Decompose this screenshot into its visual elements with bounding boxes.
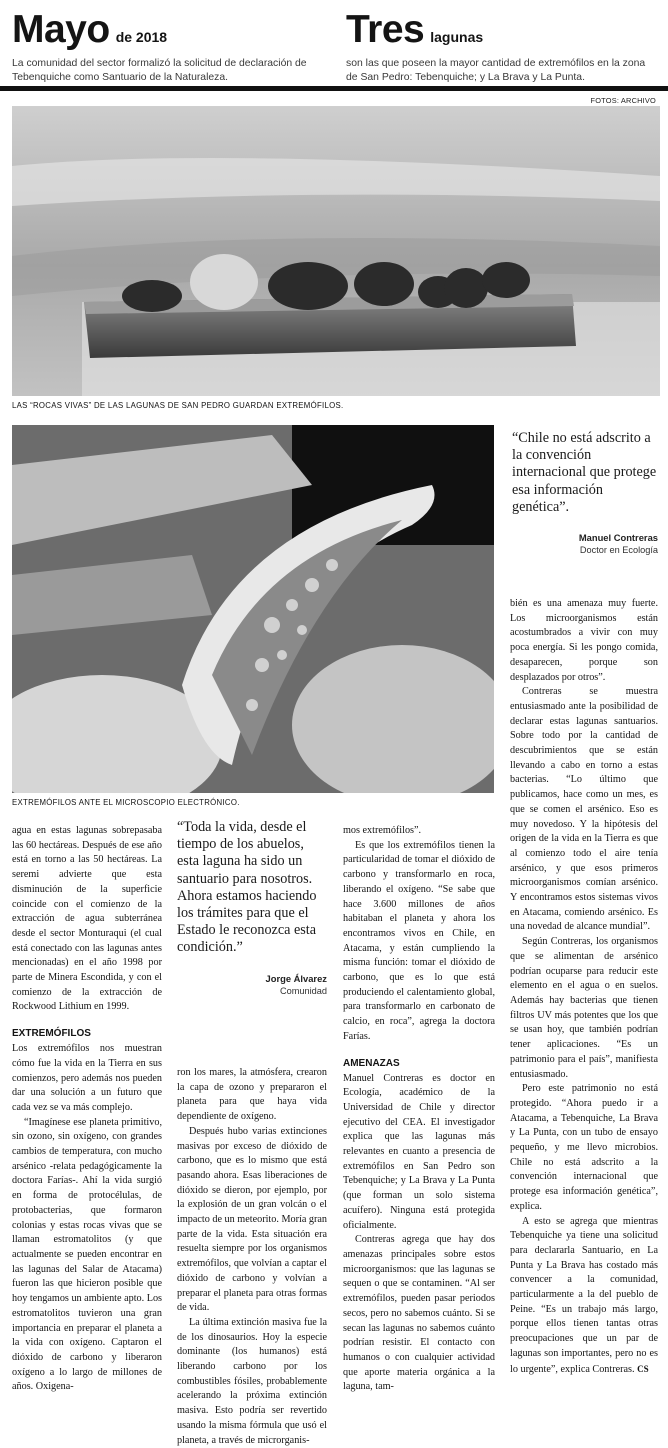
paragraph: bién es una amenaza muy fuerte. Los microorganismos están acostumbrados a vivir con muy poca energía. Si les pongo comida, desaparecen, porque son desplazados por otros”. (510, 598, 658, 683)
paragraph: ron los mares, la atmósfera, crearon la capa de ozono y prepararon el planeta para que haya vida dependiente de oxígeno. (177, 1067, 327, 1123)
quote-author: Jorge Álvarez (265, 972, 327, 984)
paragraph: mos extremófilos”. (343, 825, 422, 836)
article-column-1 (12, 824, 162, 1395)
quote-role: Comunidad (280, 985, 327, 996)
photo-microscope (12, 425, 494, 793)
photo-caption: EXTREMÓFILOS ANTE EL MICROSCOPIO ELECTRÓNICO. (12, 798, 240, 807)
paragraph: Es que los extremófilos tienen la particularidad de tomar el dióxido de carbono y transformarlo en roca, liberando el oxígeno. “Se sabe que hace 3.600 millones de años habitaban el planeta y ahora los encontramos vivos en Chile, en Atacama, y están cumpliendo la misma función: tomar el dióxido de carbono, que es lo que está produciendo el calentamiento global, para transformarlo en carbonato de calcio, en roca”, agrega la doctora Farías. (343, 839, 495, 1042)
paragraph: La última extinción masiva fue la de los dinosaurios. Hoy la especie dominante (los humanos) está liberando carbono por los combustibles fósiles, probablemente acelerando la próxima extinción masiva. Esto podría ser revertido usando la misma fórmula que usó el planeta, a través de microrganis- (177, 1316, 327, 1446)
paragraph: Pero este patrimonio no está protegido. “Ahora puedo ir a Atacama, a Tebenquiche, La Brava y La Punta, con un tubo de ensayo pequeño, y me llevo microbios. Chile no está adscrito a la convención internacional que protege esa información genética”, explica. (510, 1083, 658, 1212)
quote-role: Doctor en Ecología (579, 545, 658, 556)
paragraph: “Imagínese ese planeta primitivo, sin ozono, sin oxígeno, con grandes cambios de temperatura, con mucho arsénico -relata pedagógicamente la doctora Farías-. Ahí la vida surgió en forma de protocélulas, de protobacterias, que formaron colonias y estas rocas vivas que se llaman estromatolitos (y que actualmente se pueden encontrar en las lagunas del Salar de Atacama) fueron las que hicieron posible que hoy tengamos un ambiente apto. Los estromatolitos tuvieron una gran importancia en preparar el planeta a la vida con oxígeno. Captaron el dióxido de carbono y liberaron oxígeno a lo largo de millones de años. Oxigena- (12, 1116, 162, 1393)
quote-text: “Chile no está adscrito a la convención internacional que protege esa información genética”. (512, 430, 657, 515)
pull-quote (512, 430, 658, 555)
header-rule (0, 86, 668, 91)
paragraph: Los extremófilos nos muestran cómo fue la vida en la Tierra en sus comienzos, pero además nos pueden dar una solución a un futuro que cada vez se va más complejo. (12, 1043, 162, 1113)
end-mark: CS (637, 1363, 649, 1374)
fact-value: Mayo de 2018 (12, 8, 168, 51)
photo-credit: FOTOS: ARCHIVO (590, 96, 656, 105)
section-heading: EXTREMÓFILOS (12, 1028, 91, 1040)
fact-block-date (12, 10, 332, 85)
fact-unit: lagunas (430, 29, 484, 45)
fact-block-lagoons (346, 10, 656, 85)
fact-text: son las que poseen la mayor cantidad de extremófilos en la zona de San Pedro: Tebenquiche; y La Brava y La Punta. (346, 58, 646, 83)
paragraph: Después hubo varias extinciones masivas por exceso de dióxido de carbono, que es lo mismo que está pasando ahora. Esas liberaciones de dióxido se dieron, por ejemplo, por la explosión de un gran volcán o el impacto de un meteorito. Moría gran parte de la vida. Esta situación era resuelta siempre por los organismos extremófilos, que volvían a captar el dióxido de carbono y volvían a preparar el planeta para otras formas de vida. (177, 1125, 327, 1314)
photo-caption: LAS “ROCAS VIVAS” DE LAS LAGUNAS DE SAN PEDRO GUARDAN EXTREMÓFILOS. (12, 401, 344, 410)
fact-text: La comunidad del sector formalizó la solicitud de declaración de Tebenquiche como Santuario de la Naturaleza. (12, 58, 307, 83)
article-column-4 (510, 597, 658, 1377)
article-column-2 (177, 1066, 327, 1448)
article-column-3 (343, 824, 495, 1395)
fact-value: Tres lagunas (346, 8, 484, 51)
paragraph: Manuel Contreras es doctor en Ecología, académico de la Universidad de Chile y director ejecutivo del CEA. El investigador explica que las lagunas más relevantes en cuanto a presencia de extremófilos en San Pedro son Tebenquiche; y La Brava y La Punta (que forman un solo sistema acuífero). Ninguna está protegida oficialmente. (343, 1072, 495, 1231)
paragraph: agua en estas lagunas sobrepasaba las 60 hectáreas. Después de ese año está en torno a las 50 hectáreas. La seremi advierte que esta disminución de la superficie coincide con el comienzo de la extracción de agua subterránea desde el sector Monturaqui (el cual está conectado con las lagunas antes mencionadas) en el año 1998 por parte de Minera Escondida, y con el comienzo de la extracción de Rockwood Lithium en 1999. (12, 825, 162, 1013)
paragraph: A esto se agrega que mientras Tebenquiche ya tiene una solicitud para declararla Santuario, en La Punta y La Brava has costado más convencer a la comunidad, particularmente a la del pueblo de Peine. “Es un trabajo más largo, porque ellos tienen tantas otras preocupaciones que un par de lagunas son importantes, pero no es lo urgente”, explica Contreras. CS (510, 1215, 658, 1375)
quote-author: Manuel Contreras (578, 532, 658, 544)
paragraph: Según Contreras, los organismos que se alimentan de arsénico podrían ocuparse para reducir este elemento en el agua o en suelos. Además hay bacterias que tienen filtros UV más potentes que los que se usan hoy, que también podrían tener aplicaciones. “Es un patrimonio para el país”, manifiesta entusiasmado. (510, 936, 658, 1080)
pull-quote (177, 819, 327, 996)
paragraph: Contreras se muestra entusiasmado ante la posibilidad de declarar estas lagunas santuarios. Sobre todo por la cantidad de descubrimientos que se están llevando a cabo en torno a estas bacterias. “Lo último que publicamos, hace como un mes, es que se comen el arsénico. Eso es muy novedoso. Y la hipótesis del origen de la vida en la Tierra es que al comienzo todo el aire tenía arsénico, y que esos primeros microorganismos comían arsénico. Y encontramos estos sistemas vivos en Atacama, comiendo arsénico. Es una novedad de alcance mundial”. (510, 686, 658, 933)
section-heading: AMENAZAS (343, 1057, 400, 1069)
photo-living-rocks (12, 106, 660, 396)
quote-text: “Toda la vida, desde el tiempo de los abuelos, esta laguna ha sido un santuario para nosotros. Ahora estamos haciendo los trámites para que el Estado le reconozca esta condición.” (177, 819, 317, 956)
fact-unit: de 2018 (115, 29, 168, 45)
paragraph: Contreras agrega que hay dos amenazas principales sobre estos microorganismos: que las lagunas se sequen o que se contaminen. “Al ser extremófilos, pueden pasar periodos secos, pero no sabemos cuánto. Si se secan las lagunas no sabemos cuánto podrían resistir. El contacto con humanos o con cualquier actividad que aporte materia orgánica a la laguna, tam- (343, 1234, 495, 1393)
